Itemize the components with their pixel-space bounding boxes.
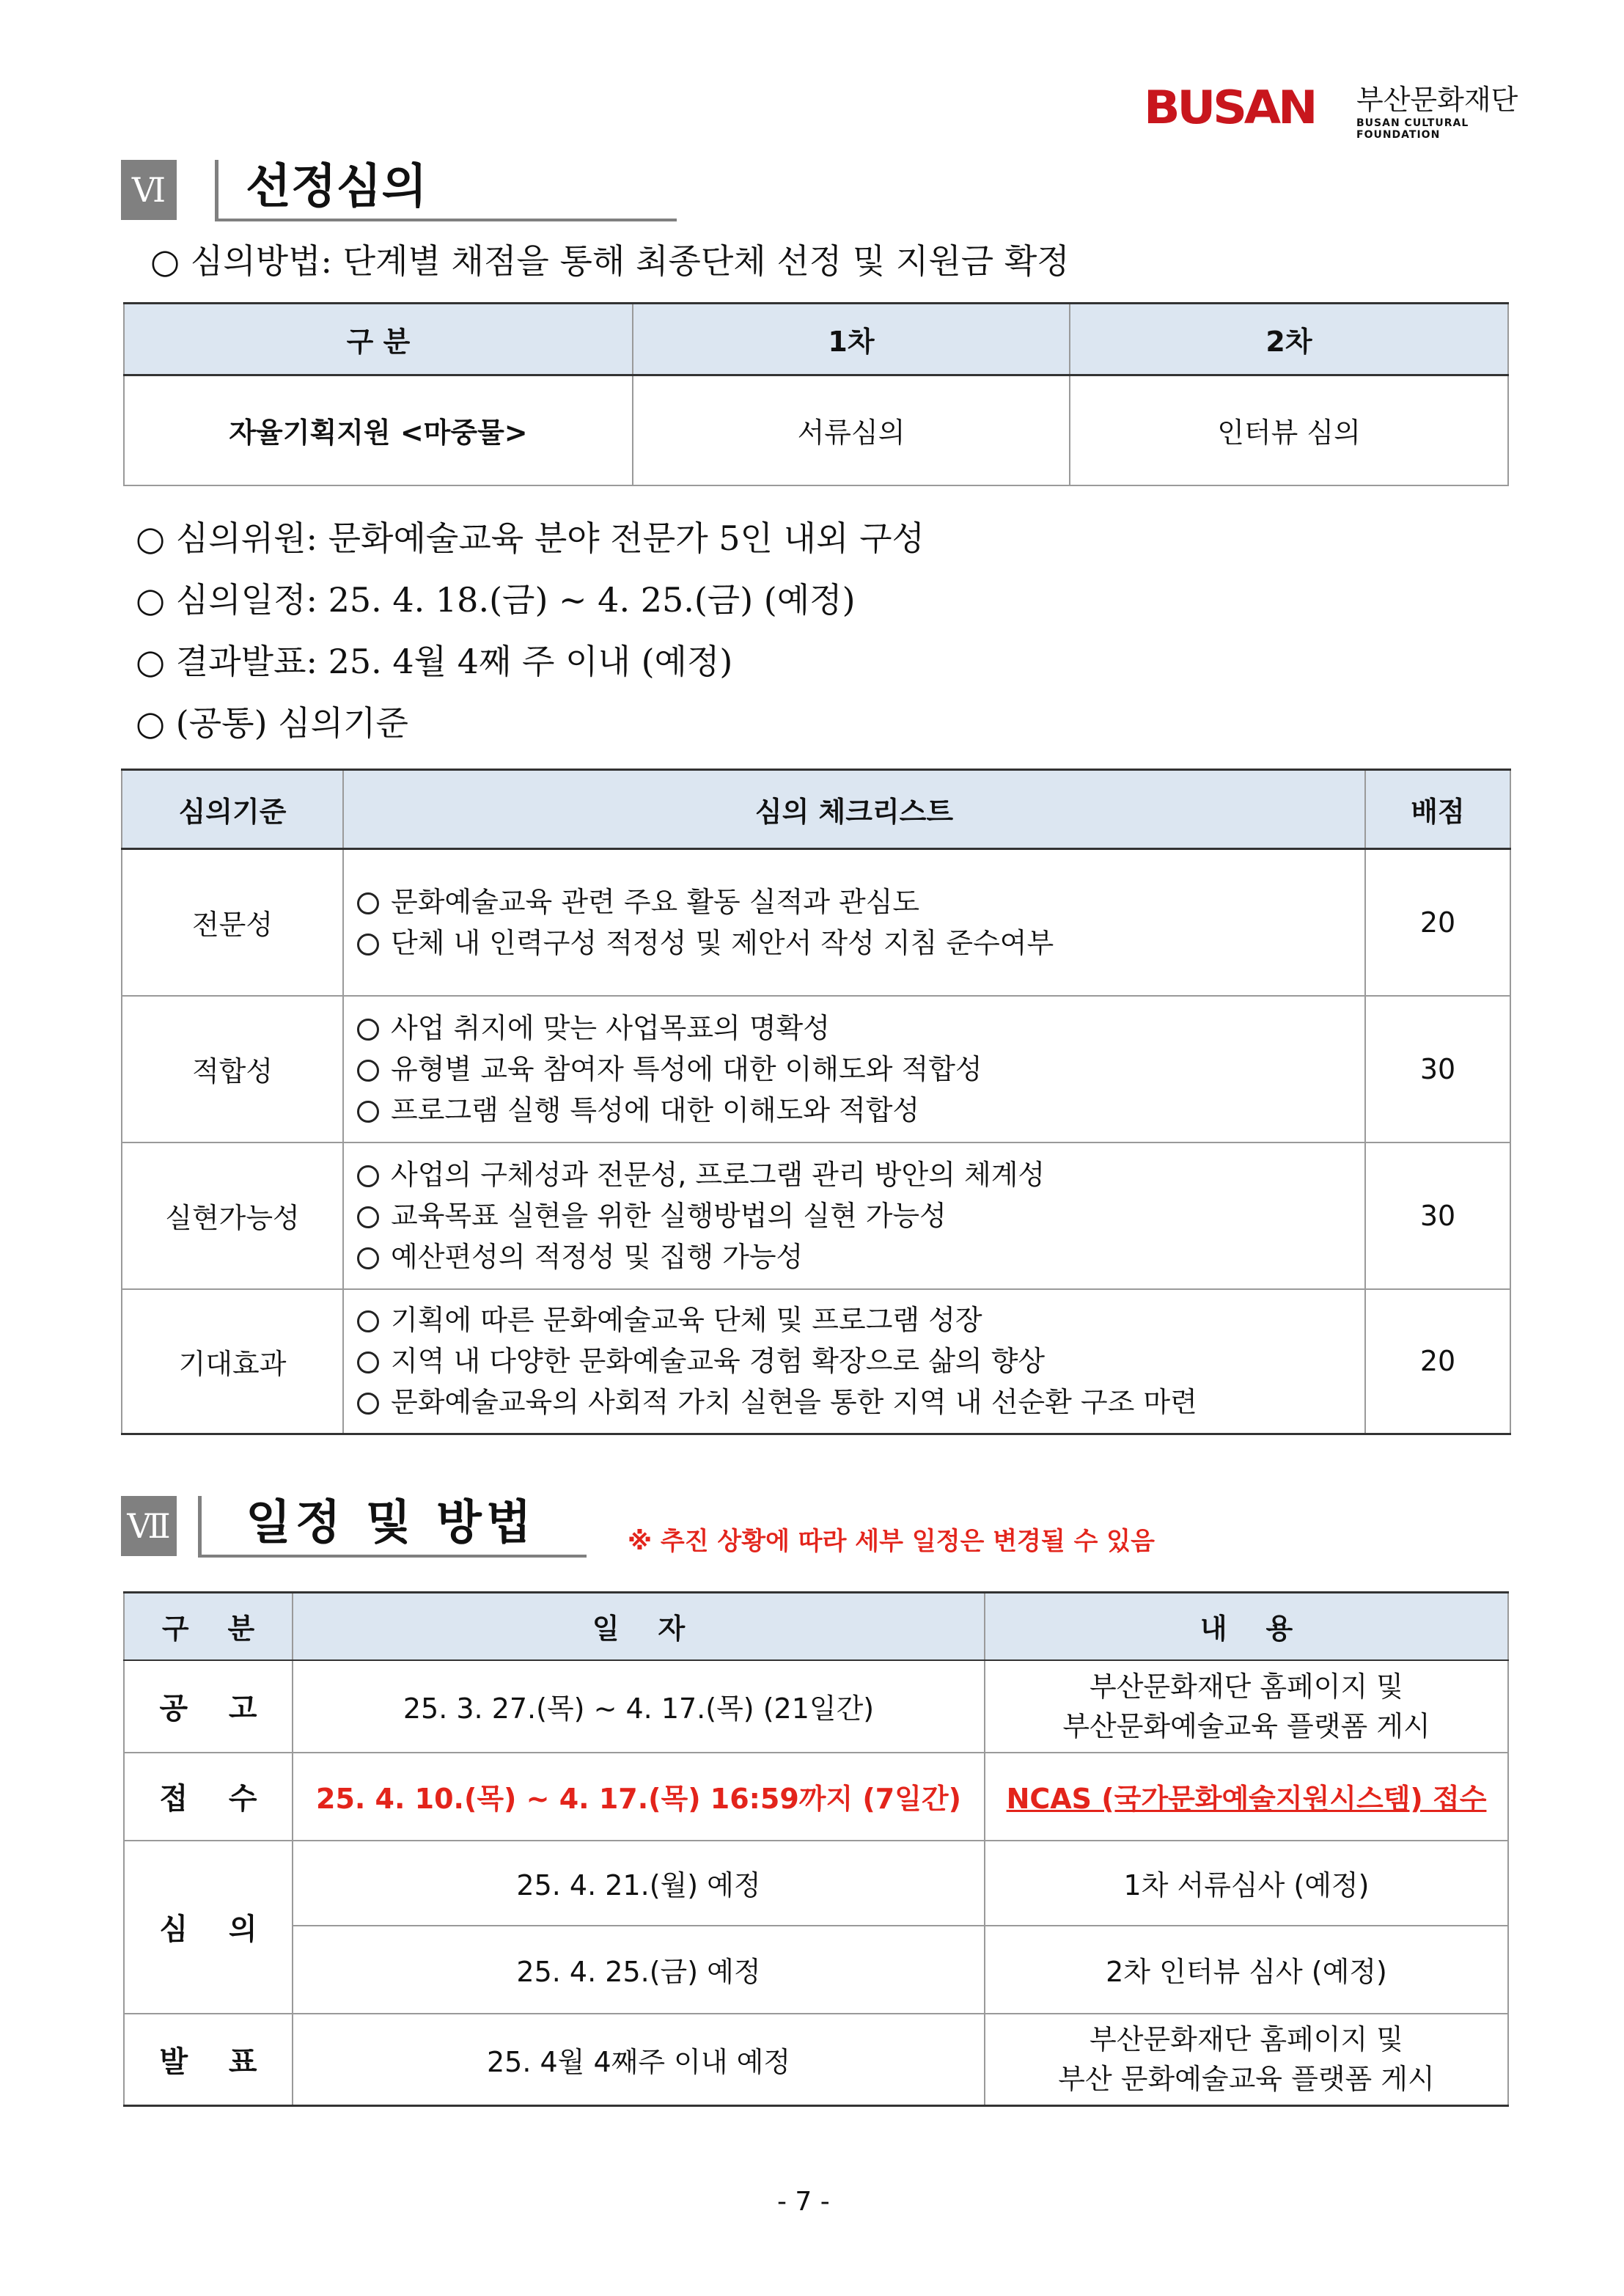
- criteria-header-name: 심의기준: [122, 770, 343, 849]
- criteria-checklist: [343, 996, 1365, 1143]
- schedule-header-category: 구 분: [124, 1593, 293, 1660]
- checklist-item: 기획에 따른 문화예술교육 단체 및 프로그램 성장: [357, 1299, 1364, 1340]
- schedule-label: 접 수: [124, 1753, 293, 1841]
- criteria-checklist: [343, 1289, 1365, 1434]
- circle-bullet-icon: [357, 1310, 379, 1332]
- criteria-name: 전문성: [122, 849, 343, 996]
- schedule-label: 발 표: [124, 2014, 293, 2106]
- criteria-header-checklist: 심의 체크리스트: [343, 770, 1365, 849]
- checklist-item: 문화예술교육의 사회적 가치 실현을 통한 지역 내 선순환 구조 마련: [357, 1382, 1364, 1423]
- schedule-date: 25. 4. 21.(월) 예정: [293, 1841, 985, 1926]
- result-announcement: ○ 결과발표: 25. 4월 4째 주 이내 (예정): [136, 642, 733, 681]
- circle-bullet-icon: [357, 1393, 379, 1415]
- checklist-item: 사업의 구체성과 전문성, 프로그램 관리 방안의 체계성: [357, 1154, 1364, 1195]
- schedule-row-announcement: [124, 2014, 1508, 2106]
- schedule-table: [123, 1591, 1509, 2107]
- schedule-content: 1차 서류심사 (예정): [985, 1841, 1508, 1926]
- stage-table: [123, 302, 1509, 486]
- ncas-link[interactable]: NCAS (국가문화예술지원시스템) 접수: [1006, 1783, 1487, 1815]
- criteria-checklist: [343, 849, 1365, 996]
- stage-header-first: 1차: [633, 304, 1070, 375]
- circle-bullet-icon: [357, 1247, 379, 1269]
- schedule-row-submission: [124, 1753, 1508, 1841]
- circle-bullet-icon: [357, 892, 379, 914]
- logo-name-en: BUSAN CULTURAL FOUNDATION: [1356, 117, 1469, 141]
- criteria-score: 30: [1365, 1143, 1510, 1289]
- criteria-score: 20: [1365, 849, 1510, 996]
- schedule-content: 부산문화재단 홈페이지 및 부산 문화예술교육 플랫폼 게시: [985, 2014, 1508, 2106]
- criteria-score: 30: [1365, 996, 1510, 1143]
- review-schedule: ○ 심의일정: 25. 4. 18.(금) ~ 4. 25.(금) (예정): [136, 580, 856, 620]
- stage-header-category: 구 분: [124, 304, 633, 375]
- circle-bullet-icon: [357, 1165, 379, 1187]
- review-method: ○ 심의방법: 단계별 채점을 통해 최종단체 선정 및 지원금 확정: [150, 241, 1070, 281]
- page-number: - 7 -: [777, 2187, 830, 2217]
- criteria-name: 실현가능성: [122, 1143, 343, 1289]
- section-7-title: 일정 및 방법: [246, 1496, 536, 1550]
- criteria-table: [121, 769, 1511, 1435]
- stage-program: 자율기획지원 <마중물>: [124, 375, 633, 485]
- section-6-number: Ⅵ: [121, 160, 177, 220]
- criteria-row: [122, 1289, 1510, 1434]
- criteria-row: [122, 996, 1510, 1143]
- stage-second: 인터뷰 심의: [1070, 375, 1508, 485]
- criteria-row: [122, 849, 1510, 996]
- section-7-divider: [198, 1496, 202, 1556]
- checklist-item: 예산편성의 적정성 및 집행 가능성: [357, 1236, 1364, 1277]
- schedule-date: 25. 4. 10.(목) ~ 4. 17.(목) 16:59까지 (7일간): [293, 1753, 985, 1841]
- schedule-change-note: ※ 추진 상황에 따라 세부 일정은 변경될 수 있음: [628, 1527, 1155, 1556]
- circle-bullet-icon: [357, 1060, 379, 1082]
- circle-bullet-icon: [357, 1019, 379, 1041]
- common-criteria: ○ (공통) 심의기준: [136, 703, 408, 743]
- checklist-item: 지역 내 다양한 문화예술교육 경험 확장으로 삶의 향상: [357, 1340, 1364, 1382]
- criteria-name: 기대효과: [122, 1289, 343, 1434]
- review-members: ○ 심의위원: 문화예술교육 분야 전문가 5인 내외 구성: [136, 518, 925, 558]
- schedule-date: 25. 4. 25.(금) 예정: [293, 1926, 985, 2014]
- criteria-row: [122, 1143, 1510, 1289]
- circle-bullet-icon: [357, 934, 379, 956]
- schedule-content: [985, 1753, 1508, 1841]
- checklist-item: 유형별 교육 참여자 특성에 대한 이해도와 적합성: [357, 1049, 1364, 1090]
- section-7-underline: [198, 1555, 587, 1558]
- checklist-item: 사업 취지에 맞는 사업목표의 명확성: [357, 1008, 1364, 1049]
- section-6-title: 선정심의: [246, 160, 427, 214]
- section-7-number: Ⅶ: [121, 1496, 177, 1556]
- stage-header-second: 2차: [1070, 304, 1508, 375]
- schedule-header-date: 일 자: [293, 1593, 985, 1660]
- stage-first: 서류심의: [633, 375, 1070, 485]
- circle-bullet-icon: [357, 1351, 379, 1373]
- criteria-name: 적합성: [122, 996, 343, 1143]
- circle-bullet-icon: [357, 1206, 379, 1228]
- criteria-score: 20: [1365, 1289, 1510, 1434]
- schedule-date: 25. 3. 27.(목) ~ 4. 17.(목) (21일간): [293, 1660, 985, 1753]
- schedule-content: 부산문화재단 홈페이지 및 부산문화예술교육 플랫폼 게시: [985, 1660, 1508, 1753]
- schedule-label: 심 의: [124, 1841, 293, 2014]
- schedule-label: 공 고: [124, 1660, 293, 1753]
- section-6-underline: [215, 219, 677, 221]
- schedule-content: 2차 인터뷰 심사 (예정): [985, 1926, 1508, 2014]
- checklist-item: 교육목표 실현을 위한 실행방법의 실현 가능성: [357, 1195, 1364, 1236]
- checklist-item: 단체 내 인력구성 적정성 및 제안서 작성 지침 준수여부: [357, 923, 1364, 964]
- foundation-logo: [1144, 81, 1525, 141]
- criteria-checklist: [343, 1143, 1365, 1289]
- schedule-row-review-1: [124, 1841, 1508, 1926]
- section-6-divider: [215, 160, 218, 220]
- schedule-date: 25. 4월 4째주 이내 예정: [293, 2014, 985, 2106]
- circle-bullet-icon: [357, 1101, 379, 1123]
- schedule-row-notice: [124, 1660, 1508, 1753]
- schedule-header-content: 내 용: [985, 1593, 1508, 1660]
- logo-name-ko: 부산문화재단: [1356, 84, 1518, 116]
- schedule-row-review-2: [124, 1926, 1508, 2014]
- checklist-item: 프로그램 실행 특성에 대한 이해도와 적합성: [357, 1090, 1364, 1131]
- checklist-item: 문화예술교육 관련 주요 활동 실적과 관심도: [357, 881, 1364, 923]
- criteria-header-score: 배점: [1365, 770, 1510, 849]
- logo-mark: BUSAN: [1144, 81, 1315, 134]
